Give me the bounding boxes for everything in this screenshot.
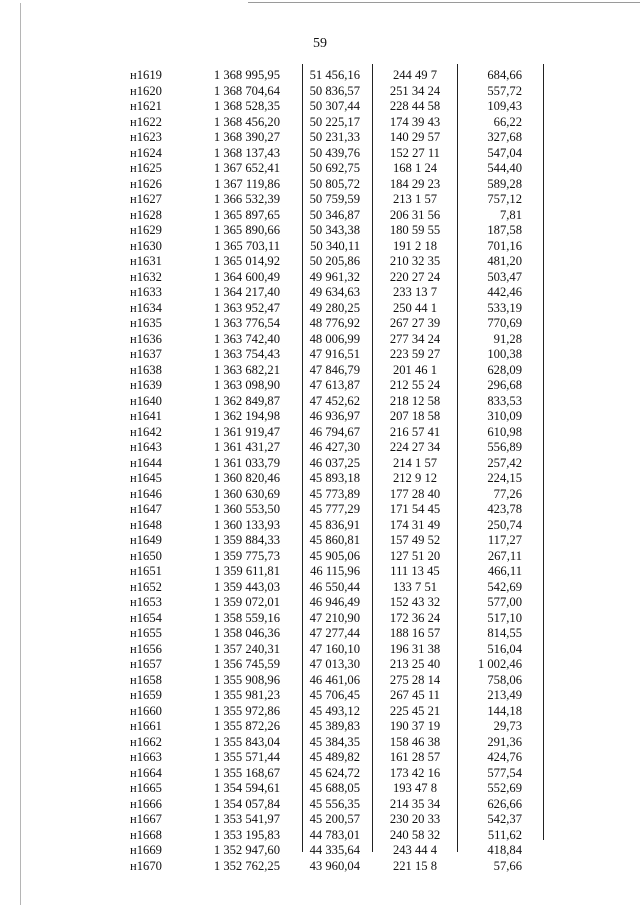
segment-length: 250,74 bbox=[487, 517, 522, 532]
point-id: н1650 bbox=[130, 548, 162, 563]
point-id: н1663 bbox=[130, 750, 162, 764]
x-coordinate: 1 361 919,47 bbox=[213, 424, 280, 439]
x-coordinate: 1 355 168,67 bbox=[213, 765, 280, 780]
y-coordinate: 50 439,76 bbox=[309, 145, 360, 160]
direction-angle: 207 18 58 bbox=[389, 409, 441, 423]
x-coordinate: 1 360 820,46 bbox=[213, 471, 280, 485]
point-id: н1635 bbox=[130, 316, 162, 330]
direction-angle: 212 55 24 bbox=[389, 378, 441, 392]
direction-angle: 152 27 11 bbox=[390, 145, 440, 160]
segment-length: 418,84 bbox=[487, 843, 522, 857]
segment-length: 684,66 bbox=[487, 68, 522, 82]
point-id: н1662 bbox=[130, 734, 162, 749]
x-coordinate: 1 360 630,69 bbox=[213, 486, 280, 501]
segment-length: 66,22 bbox=[493, 114, 522, 129]
segment-length: 556,89 bbox=[487, 440, 522, 454]
segment-length: 57,66 bbox=[493, 858, 522, 873]
y-coordinate: 50 225,17 bbox=[309, 114, 360, 129]
y-coordinate: 45 706,45 bbox=[309, 688, 360, 702]
y-coordinate: 45 860,81 bbox=[309, 533, 360, 547]
segment-length: 503,47 bbox=[487, 269, 522, 284]
x-coordinate: 1 355 843,04 bbox=[213, 734, 280, 749]
segment-length: 758,06 bbox=[487, 672, 522, 687]
point-id: н1661 bbox=[130, 719, 162, 733]
segment-length: 610,98 bbox=[487, 424, 522, 439]
segment-length: 516,04 bbox=[487, 641, 522, 656]
segment-length: 327,68 bbox=[487, 130, 522, 144]
y-coordinate: 50 205,86 bbox=[309, 254, 360, 268]
x-coordinate: 1 361 033,79 bbox=[213, 455, 280, 470]
direction-angle: 220 27 24 bbox=[389, 269, 441, 284]
segment-length: 628,09 bbox=[487, 362, 522, 377]
direction-angle: 240 58 32 bbox=[389, 827, 441, 842]
y-coordinate: 45 556,35 bbox=[309, 796, 360, 811]
segment-length: 547,04 bbox=[487, 145, 522, 160]
x-coordinate: 1 367 119,86 bbox=[214, 176, 280, 191]
x-coordinate: 1 358 046,36 bbox=[213, 626, 280, 640]
point-id: н1651 bbox=[130, 564, 162, 578]
y-coordinate: 44 783,01 bbox=[309, 827, 360, 842]
segment-length: 577,54 bbox=[487, 765, 522, 780]
segment-length: 267,11 bbox=[487, 548, 522, 563]
point-id: н1669 bbox=[130, 843, 162, 857]
x-coordinate: 1 365 014,92 bbox=[213, 254, 280, 268]
segment-length: 814,55 bbox=[487, 626, 522, 640]
x-coordinate: 1 363 754,43 bbox=[213, 347, 280, 361]
segment-length: 577,00 bbox=[487, 595, 522, 609]
direction-angle: 158 46 38 bbox=[389, 734, 441, 749]
point-id: н1660 bbox=[130, 703, 162, 718]
point-id: н1642 bbox=[130, 424, 162, 439]
segment-length: 310,09 bbox=[487, 409, 522, 423]
y-coordinate: 50 307,44 bbox=[309, 99, 360, 113]
direction-angle: 174 39 43 bbox=[389, 114, 441, 129]
point-id: н1630 bbox=[130, 238, 162, 253]
y-coordinate: 50 692,75 bbox=[309, 161, 360, 175]
x-coordinate: 1 365 890,66 bbox=[213, 223, 280, 237]
x-coordinate: 1 368 137,43 bbox=[213, 145, 280, 160]
y-coordinate: 45 688,05 bbox=[309, 781, 360, 795]
y-coordinate: 45 624,72 bbox=[309, 765, 360, 780]
y-coordinate: 50 231,33 bbox=[309, 130, 360, 144]
segment-length: 511,62 bbox=[487, 827, 522, 842]
point-id: н1636 bbox=[130, 331, 162, 346]
direction-angle: 267 27 39 bbox=[389, 316, 441, 330]
point-id: н1622 bbox=[130, 114, 162, 129]
direction-angle: 127 51 20 bbox=[389, 548, 441, 563]
segment-length: 224,15 bbox=[487, 471, 522, 485]
direction-angle: 218 12 58 bbox=[389, 393, 441, 408]
y-coordinate: 50 759,59 bbox=[309, 192, 360, 206]
point-id: н1634 bbox=[130, 300, 162, 315]
y-coordinate: 45 836,91 bbox=[309, 517, 360, 532]
x-coordinate: 1 368 528,35 bbox=[213, 99, 280, 113]
x-coordinate: 1 354 594,61 bbox=[213, 781, 280, 795]
direction-angle: 191 2 18 bbox=[392, 238, 438, 253]
point-id: н1627 bbox=[130, 192, 162, 206]
segment-length: 91,28 bbox=[493, 331, 522, 346]
direction-angle: 223 59 27 bbox=[389, 347, 441, 361]
point-id: н1654 bbox=[130, 610, 162, 625]
point-id: н1652 bbox=[130, 579, 162, 594]
segment-length: 701,16 bbox=[487, 238, 522, 253]
direction-angle: 188 16 57 bbox=[389, 626, 441, 640]
point-id: н1633 bbox=[130, 285, 162, 299]
y-coordinate: 46 936,97 bbox=[309, 409, 360, 423]
segment-length: 213,49 bbox=[487, 688, 522, 702]
y-coordinate: 51 456,16 bbox=[309, 68, 360, 82]
x-coordinate: 1 358 559,16 bbox=[213, 610, 280, 625]
y-coordinate: 47 452,62 bbox=[309, 393, 360, 408]
segment-length: 291,36 bbox=[487, 734, 522, 749]
point-id: н1641 bbox=[130, 409, 162, 423]
segment-length: 29,73 bbox=[493, 719, 522, 733]
x-coordinate: 1 367 652,41 bbox=[213, 161, 280, 175]
direction-angle: 214 1 57 bbox=[392, 455, 438, 470]
point-id: н1647 bbox=[130, 502, 162, 516]
y-coordinate: 47 210,90 bbox=[309, 610, 360, 625]
x-coordinate: 1 359 443,03 bbox=[213, 579, 280, 594]
x-coordinate: 1 355 981,23 bbox=[213, 688, 280, 702]
y-coordinate: 45 493,12 bbox=[309, 703, 360, 718]
direction-angle: 221 15 8 bbox=[392, 858, 438, 873]
direction-angle: 193 47 8 bbox=[392, 781, 438, 795]
y-coordinate: 50 346,87 bbox=[309, 207, 360, 222]
direction-angle: 230 20 33 bbox=[389, 812, 441, 826]
direction-angle: 210 32 35 bbox=[389, 254, 441, 268]
segment-length: 552,69 bbox=[487, 781, 522, 795]
segment-length: 257,42 bbox=[487, 455, 522, 470]
point-id: н1653 bbox=[130, 595, 162, 609]
x-coordinate: 1 354 057,84 bbox=[213, 796, 280, 811]
segment-length: 533,19 bbox=[487, 300, 522, 315]
segment-length: 423,78 bbox=[487, 502, 522, 516]
segment-length: 424,76 bbox=[487, 750, 522, 764]
point-id: н1631 bbox=[130, 254, 162, 268]
x-coordinate: 1 365 703,11 bbox=[214, 238, 280, 253]
point-id: н1668 bbox=[130, 827, 162, 842]
segment-length: 100,38 bbox=[487, 347, 522, 361]
x-coordinate: 1 360 133,93 bbox=[213, 517, 280, 532]
direction-angle: 212 9 12 bbox=[392, 471, 438, 485]
y-coordinate: 45 773,89 bbox=[309, 486, 360, 501]
x-coordinate: 1 363 952,47 bbox=[213, 300, 280, 315]
point-id: н1632 bbox=[130, 269, 162, 284]
x-coordinate: 1 352 762,25 bbox=[213, 858, 280, 873]
x-coordinate: 1 368 456,20 bbox=[213, 114, 280, 129]
x-coordinate: 1 355 872,26 bbox=[213, 719, 280, 733]
x-coordinate: 1 364 217,40 bbox=[213, 285, 280, 299]
y-coordinate: 45 777,29 bbox=[309, 502, 360, 516]
y-coordinate: 45 893,18 bbox=[309, 471, 360, 485]
y-coordinate: 45 389,83 bbox=[309, 719, 360, 733]
point-id: н1649 bbox=[130, 533, 162, 547]
y-coordinate: 47 013,30 bbox=[309, 657, 360, 671]
segment-length: 77,26 bbox=[493, 486, 522, 501]
direction-angle: 233 13 7 bbox=[392, 285, 438, 299]
page-number: 59 bbox=[313, 36, 327, 51]
top-rule bbox=[248, 2, 640, 3]
x-coordinate: 1 353 541,97 bbox=[213, 812, 280, 826]
direction-angle: 201 46 1 bbox=[392, 362, 438, 377]
y-coordinate: 45 905,06 bbox=[309, 548, 360, 563]
direction-angle: 157 49 52 bbox=[389, 533, 441, 547]
direction-angle: 180 59 55 bbox=[389, 223, 441, 237]
x-coordinate: 1 359 775,73 bbox=[213, 548, 280, 563]
x-coordinate: 1 364 600,49 bbox=[213, 269, 280, 284]
segment-length: 542,37 bbox=[487, 812, 522, 826]
x-coordinate: 1 368 704,64 bbox=[213, 83, 280, 98]
direction-angle: 250 44 1 bbox=[392, 300, 438, 315]
segment-length: 296,68 bbox=[487, 378, 522, 392]
y-coordinate: 46 946,49 bbox=[309, 595, 360, 609]
y-coordinate: 47 160,10 bbox=[309, 641, 360, 656]
point-id: н1628 bbox=[130, 207, 162, 222]
point-id: н1657 bbox=[130, 657, 162, 671]
point-id: н1666 bbox=[130, 796, 162, 811]
direction-angle: 161 28 57 bbox=[389, 750, 441, 764]
direction-angle: 184 29 23 bbox=[389, 176, 441, 191]
segment-length: 626,66 bbox=[487, 796, 522, 811]
segment-length: 589,28 bbox=[487, 176, 522, 191]
x-coordinate: 1 363 742,40 bbox=[213, 331, 280, 346]
point-id: н1638 bbox=[130, 362, 162, 377]
direction-angle: 190 37 19 bbox=[389, 719, 441, 733]
point-id: н1625 bbox=[130, 161, 162, 175]
x-coordinate: 1 362 849,87 bbox=[213, 393, 280, 408]
direction-angle: 152 43 32 bbox=[389, 595, 441, 609]
segment-length: 109,43 bbox=[487, 99, 522, 113]
y-coordinate: 48 006,99 bbox=[309, 331, 360, 346]
y-coordinate: 45 200,57 bbox=[309, 812, 360, 826]
point-id: н1646 bbox=[130, 486, 162, 501]
segment-length: 557,72 bbox=[487, 83, 522, 98]
x-coordinate: 1 356 745,59 bbox=[213, 657, 280, 671]
x-coordinate: 1 361 431,27 bbox=[213, 440, 280, 454]
y-coordinate: 49 634,63 bbox=[309, 285, 360, 299]
x-coordinate: 1 357 240,31 bbox=[213, 641, 280, 656]
segment-length: 1 002,46 bbox=[477, 657, 522, 671]
direction-angle: 275 28 14 bbox=[389, 672, 441, 687]
y-coordinate: 50 836,57 bbox=[309, 83, 360, 98]
direction-angle: 251 34 24 bbox=[389, 83, 441, 98]
point-id: н1619 bbox=[130, 68, 162, 82]
direction-angle: 277 34 24 bbox=[389, 331, 441, 346]
direction-angle: 111 13 45 bbox=[390, 564, 440, 578]
y-coordinate: 46 461,06 bbox=[309, 672, 360, 687]
y-coordinate: 50 343,38 bbox=[309, 223, 360, 237]
segment-length: 542,69 bbox=[487, 579, 522, 594]
point-id: н1629 bbox=[130, 223, 162, 237]
segment-length: 466,11 bbox=[487, 564, 522, 578]
direction-angle: 177 28 40 bbox=[389, 486, 441, 501]
segment-length: 544,40 bbox=[487, 161, 522, 175]
x-coordinate: 1 360 553,50 bbox=[213, 502, 280, 516]
y-coordinate: 48 776,92 bbox=[309, 316, 360, 330]
point-id: н1637 bbox=[130, 347, 162, 361]
direction-angle: 216 57 41 bbox=[389, 424, 441, 439]
point-id: н1664 bbox=[130, 765, 162, 780]
y-coordinate: 44 335,64 bbox=[309, 843, 360, 857]
direction-angle: 228 44 58 bbox=[389, 99, 441, 113]
direction-angle: 244 49 7 bbox=[392, 68, 438, 82]
direction-angle: 172 36 24 bbox=[389, 610, 441, 625]
y-coordinate: 49 961,32 bbox=[309, 269, 360, 284]
x-coordinate: 1 368 995,95 bbox=[213, 68, 280, 82]
y-coordinate: 46 794,67 bbox=[309, 424, 360, 439]
direction-angle: 224 27 34 bbox=[389, 440, 441, 454]
direction-angle: 133 7 51 bbox=[392, 579, 438, 594]
point-id: н1621 bbox=[130, 99, 162, 113]
point-id: н1645 bbox=[130, 471, 162, 485]
y-coordinate: 50 340,11 bbox=[310, 238, 360, 253]
x-coordinate: 1 359 072,01 bbox=[213, 595, 280, 609]
direction-angle: 225 45 21 bbox=[389, 703, 441, 718]
direction-angle: 168 1 24 bbox=[392, 161, 438, 175]
segment-length: 757,12 bbox=[487, 192, 522, 206]
y-coordinate: 49 280,25 bbox=[309, 300, 360, 315]
segment-length: 117,27 bbox=[487, 533, 522, 547]
y-coordinate: 47 613,87 bbox=[309, 378, 360, 392]
x-coordinate: 1 366 532,39 bbox=[213, 192, 280, 206]
point-id: н1667 bbox=[130, 812, 162, 826]
segment-length: 442,46 bbox=[487, 285, 522, 299]
point-id: н1659 bbox=[130, 688, 162, 702]
direction-angle: 174 31 49 bbox=[389, 517, 441, 532]
point-id: н1639 bbox=[130, 378, 162, 392]
y-coordinate: 46 550,44 bbox=[309, 579, 360, 594]
point-id: н1658 bbox=[130, 672, 162, 687]
point-id: н1623 bbox=[130, 130, 162, 144]
point-id: н1656 bbox=[130, 641, 162, 656]
y-coordinate: 45 489,82 bbox=[309, 750, 360, 764]
segment-length: 770,69 bbox=[487, 316, 522, 330]
point-id: н1620 bbox=[130, 83, 162, 98]
x-coordinate: 1 368 390,27 bbox=[213, 130, 280, 144]
direction-angle: 213 1 57 bbox=[392, 192, 438, 206]
y-coordinate: 43 960,04 bbox=[309, 858, 360, 873]
y-coordinate: 45 384,35 bbox=[309, 734, 360, 749]
direction-angle: 140 29 57 bbox=[389, 130, 441, 144]
point-id: н1665 bbox=[130, 781, 162, 795]
point-id: н1670 bbox=[130, 858, 162, 873]
point-id: н1655 bbox=[130, 626, 162, 640]
y-coordinate: 50 805,72 bbox=[309, 176, 360, 191]
point-id: н1626 bbox=[130, 176, 162, 191]
x-coordinate: 1 355 571,44 bbox=[213, 750, 280, 764]
direction-angle: 171 54 45 bbox=[389, 502, 441, 516]
x-coordinate: 1 353 195,83 bbox=[213, 827, 280, 842]
x-coordinate: 1 363 682,21 bbox=[213, 362, 280, 377]
point-id: н1648 bbox=[130, 517, 162, 532]
direction-angle: 213 25 40 bbox=[389, 657, 441, 671]
segment-length: 187,58 bbox=[487, 223, 522, 237]
y-coordinate: 47 846,79 bbox=[309, 362, 360, 377]
y-coordinate: 47 916,51 bbox=[309, 347, 360, 361]
y-coordinate: 46 115,96 bbox=[310, 564, 360, 578]
y-coordinate: 46 037,25 bbox=[309, 455, 360, 470]
segment-length: 517,10 bbox=[487, 610, 522, 625]
x-coordinate: 1 352 947,60 bbox=[213, 843, 280, 857]
y-coordinate: 47 277,44 bbox=[309, 626, 360, 640]
point-id: н1644 bbox=[130, 455, 162, 470]
x-coordinate: 1 355 908,96 bbox=[213, 672, 280, 687]
direction-angle: 206 31 56 bbox=[389, 207, 441, 222]
table-row bbox=[0, 857, 640, 875]
direction-angle: 214 35 34 bbox=[389, 796, 441, 811]
direction-angle: 243 44 4 bbox=[392, 843, 438, 857]
segment-length: 7,81 bbox=[499, 207, 522, 222]
point-id: н1640 bbox=[130, 393, 162, 408]
x-coordinate: 1 362 194,98 bbox=[213, 409, 280, 423]
x-coordinate: 1 363 098,90 bbox=[213, 378, 280, 392]
direction-angle: 196 31 38 bbox=[389, 641, 441, 656]
x-coordinate: 1 365 897,65 bbox=[213, 207, 280, 222]
x-coordinate: 1 363 776,54 bbox=[213, 316, 280, 330]
x-coordinate: 1 355 972,86 bbox=[213, 703, 280, 718]
direction-angle: 267 45 11 bbox=[390, 688, 440, 702]
point-id: н1624 bbox=[130, 145, 162, 160]
x-coordinate: 1 359 611,81 bbox=[214, 564, 280, 578]
segment-length: 833,53 bbox=[487, 393, 522, 408]
x-coordinate: 1 359 884,33 bbox=[213, 533, 280, 547]
y-coordinate: 46 427,30 bbox=[309, 440, 360, 454]
direction-angle: 173 42 16 bbox=[389, 765, 441, 780]
point-id: н1643 bbox=[130, 440, 162, 454]
segment-length: 481,20 bbox=[487, 254, 522, 268]
segment-length: 144,18 bbox=[487, 703, 522, 718]
